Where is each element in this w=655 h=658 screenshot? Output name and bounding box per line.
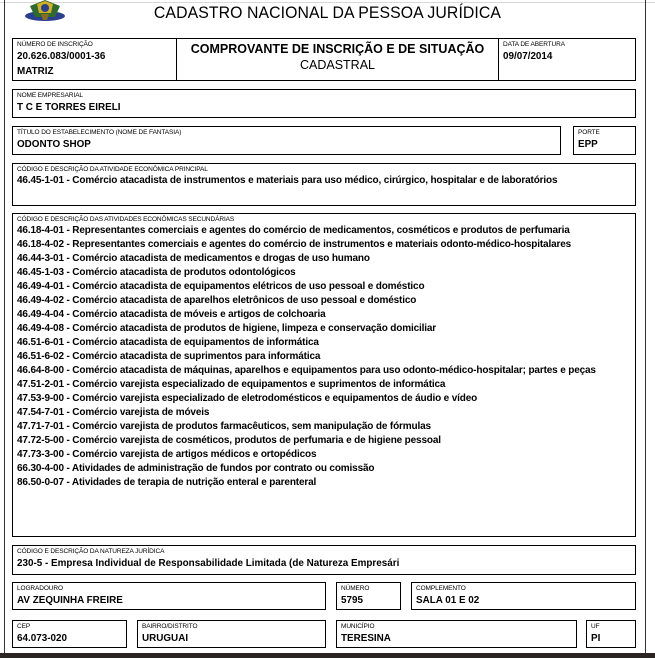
uf-label: UF — [591, 623, 600, 630]
atividade-secundaria-item: 46.49-4-08 - Comércio atacadista de produtos de higiene, limpeza e conservação domiciliar — [17, 323, 437, 334]
atividade-secundaria-item: 47.54-7-01 - Comércio varejista de móveis — [17, 407, 210, 418]
natureza-juridica-box — [12, 545, 636, 575]
comprovante-line-1: COMPROVANTE DE INSCRIÇÃO E DE SITUAÇÃO — [190, 42, 485, 56]
titulo-box — [12, 126, 561, 155]
abertura-label: DATA DE ABERTURA — [503, 41, 565, 48]
cep-label: CEP — [17, 623, 31, 630]
logradouro-value: AV ZEQUINHA FREIRE — [17, 594, 123, 606]
atividade-secundaria-item: 46.44-3-01 - Comércio atacadista de medicamentos e drogas de uso humano — [17, 253, 370, 264]
complemento-label: COMPLEMENTO — [416, 585, 466, 592]
bairro-label: BAIRRO/DISTRITO — [142, 623, 198, 630]
inscricao-number: 20.626.083/0001-36 — [17, 50, 106, 62]
atividade-secundaria-item: 86.50-0-07 - Atividades de terapia de nutrição enteral e parenteral — [17, 477, 317, 488]
abertura-section — [499, 39, 565, 63]
atividade-secundaria-item: 46.49-4-01 - Comércio atacadista de equipamentos elétricos de uso pessoal e doméstico — [17, 281, 425, 292]
nome-empresarial-value: T C E TORRES EIRELI — [17, 101, 121, 113]
atividade-secundaria-item: 66.30-4-00 - Atividades de administração de fundos por contrato ou comissão — [17, 463, 375, 474]
comprovante-line-2: CADASTRAL — [299, 58, 376, 72]
cep-box — [12, 620, 127, 648]
atividade-principal-box — [12, 163, 636, 206]
atividade-secundaria-item: 46.51-6-02 - Comércio atacadista de suprimentos para informática — [17, 351, 321, 362]
inscricao-section — [13, 39, 176, 78]
atividades-secundarias-label: CÓDIGO E DESCRIÇÃO DAS ATIVIDADES ECONÔMICAS SECUNDÁRIAS — [17, 216, 235, 223]
titulo-value: ODONTO SHOP — [17, 138, 91, 150]
titulo-label: TÍTULO DO ESTABELECIMENTO (NOME DE FANTASIA) — [17, 129, 182, 136]
nome-empresarial-label: NOME EMPRESARIAL — [17, 92, 83, 99]
comprovante-title — [176, 39, 499, 80]
atividade-secundaria-item: 46.64-8-00 - Comércio atacadista de máquinas, aparelhos e equipamentos para uso odonto-médico-hospitalar; partes e peças — [17, 365, 596, 376]
complemento-value: SALA 01 E 02 — [416, 594, 480, 606]
logradouro-label: LOGRADOURO — [17, 585, 63, 592]
abertura-value: 09/07/2014 — [503, 50, 553, 62]
cep-value: 64.073-020 — [17, 632, 67, 644]
inscricao-label: NÚMERO DE INSCRIÇÃO — [17, 41, 93, 48]
bottom-edge-strip — [0, 653, 655, 658]
atividade-secundaria-item: 46.49-4-04 - Comércio atacadista de móveis e artigos de colchoaria — [17, 309, 326, 320]
atividade-secundaria-item: 46.49-4-02 - Comércio atacadista de aparelhos eletrônicos de uso pessoal e doméstico — [17, 295, 417, 306]
atividade-secundaria-item: 46.45-1-03 - Comércio atacadista de produtos odontológicos — [17, 267, 296, 278]
porte-label: PORTE — [578, 129, 600, 136]
municipio-value: TERESINA — [341, 632, 391, 644]
page-right-border — [645, 0, 646, 653]
page-left-border — [4, 0, 5, 653]
atividade-secundaria-item: 47.53-9-00 - Comércio varejista especializado de eletrodomésticos e equipamentos de áudio e vídeo — [17, 393, 478, 404]
logradouro-box — [12, 582, 326, 610]
numero-label: NÚMERO — [341, 585, 370, 592]
numero-value: 5795 — [341, 594, 363, 606]
numero-box — [336, 582, 401, 610]
page-title: CADASTRO NACIONAL DA PESSOA JURÍDICA — [153, 3, 502, 22]
atividade-secundaria-item: 46.51-6-01 - Comércio atacadista de equipamentos de informática — [17, 337, 319, 348]
atividade-secundaria-item: 47.73-3-00 - Comércio varejista de artigos médicos e ortopédicos — [17, 449, 317, 460]
nome-empresarial-box — [12, 89, 636, 118]
atividade-secundaria-item: 46.18-4-01 - Representantes comerciais e agentes do comércio de medicamentos, cosméticos e produtos de perfumaria — [17, 225, 570, 236]
natureza-juridica-value: 230-5 - Empresa Individual de Responsabilidade Limitada (de Natureza Empresári — [17, 557, 400, 569]
complemento-box — [411, 582, 636, 610]
natureza-juridica-label: CÓDIGO E DESCRIÇÃO DA NATUREZA JURÍDICA — [17, 548, 165, 555]
atividade-secundaria-item: 46.18-4-02 - Representantes comerciais e agentes do comércio de instrumentos e materiais odonto-médico-hospitalares — [17, 239, 572, 250]
bairro-value: URUGUAI — [142, 632, 189, 644]
inscricao-type: MATRIZ — [17, 65, 54, 77]
atividade-secundaria-item: 47.51-2-01 - Comércio varejista especializado de equipamentos e suprimentos de informática — [17, 379, 446, 390]
porte-box — [573, 126, 636, 155]
atividades-secundarias-list — [17, 224, 631, 490]
bairro-box — [137, 620, 326, 648]
uf-value: PI — [591, 632, 601, 644]
porte-value: EPP — [578, 138, 598, 150]
atividade-secundaria-item: 47.71-7-01 - Comércio varejista de produtos farmacêuticos, sem manipulação de fórmulas — [17, 421, 431, 432]
inscricao-row — [12, 38, 636, 81]
atividade-principal-label: CÓDIGO E DESCRIÇÃO DA ATIVIDADE ECONÔMICA PRINCIPAL — [17, 166, 208, 173]
municipio-box — [336, 620, 577, 648]
atividade-principal-value: 46.45-1-01 - Comércio atacadista de instrumentos e materiais para uso médico, cirúrgico, hospitalar e de laboratórios — [17, 175, 558, 186]
atividades-secundarias-box — [12, 213, 636, 537]
uf-box — [586, 620, 636, 648]
atividade-secundaria-item: 47.72-5-00 - Comércio varejista de cosméticos, produtos de perfumaria e de higiene pessoal — [17, 435, 441, 446]
municipio-label: MUNICÍPIO — [341, 623, 375, 630]
